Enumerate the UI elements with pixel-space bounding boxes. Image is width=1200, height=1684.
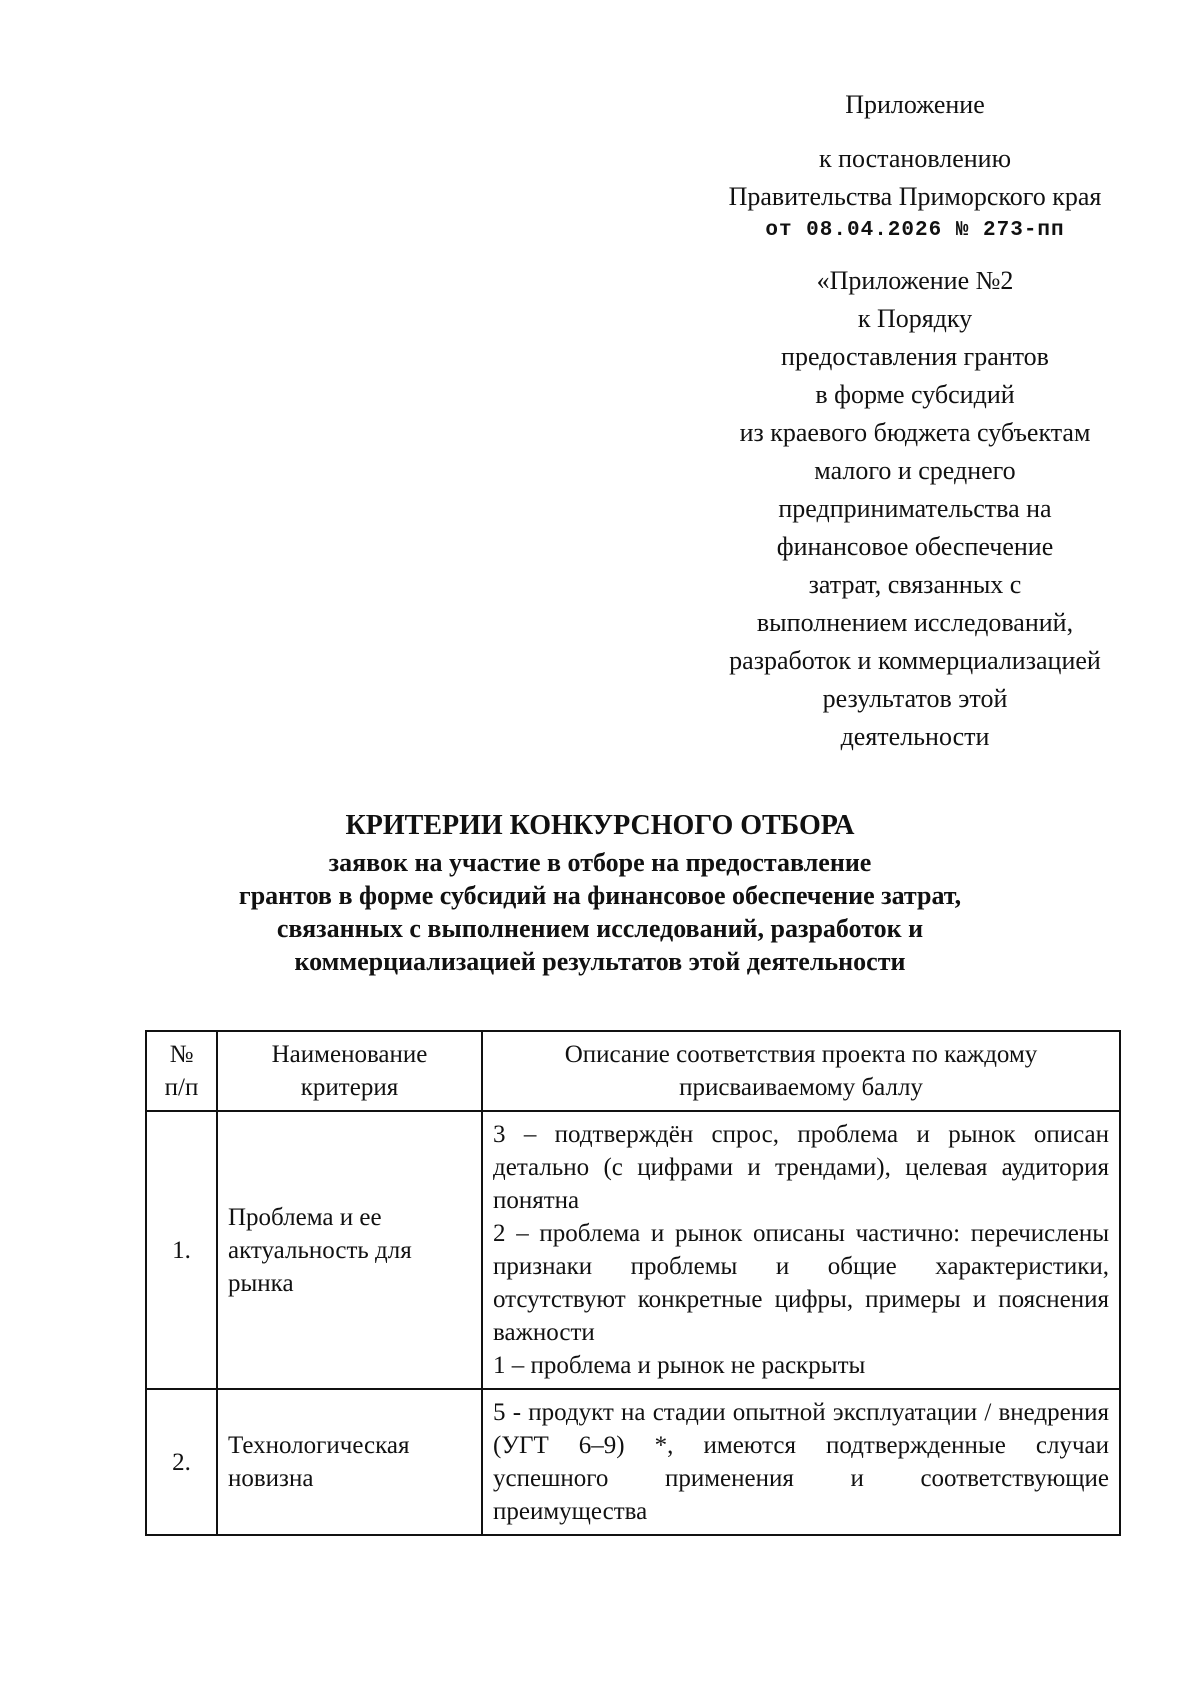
annex2-line: малого и среднего (814, 456, 1016, 485)
row-num: 2. (146, 1389, 217, 1535)
decree-line: Правительства Приморского края (728, 182, 1102, 211)
header-name (217, 1031, 482, 1111)
row-criterion-name: Проблема и ее актуальность для рынка (217, 1111, 482, 1389)
annex2-line: результатов этой (822, 684, 1008, 713)
score-line: 2 – проблема и рынок описаны частично: перечислены признаки проблемы и общие характеристики, отсутствуют конкретные цифры, примеры и пояснения важности (493, 1220, 1109, 1346)
annex-block (690, 86, 1140, 756)
annex-label: Приложение (845, 90, 985, 119)
header-desc-line: присваиваемому баллу (679, 1074, 923, 1101)
title-sub-line: заявок на участие в отборе на предоставление (328, 848, 872, 877)
annex2-line: предоставления грантов (781, 342, 1049, 371)
criteria-table (145, 1030, 1121, 1536)
annex2-line: деятельности (840, 722, 990, 751)
header-name-line: критерия (300, 1074, 399, 1101)
row-num: 1. (146, 1111, 217, 1389)
header-desc-line: Описание соответствия проекта по каждому (564, 1041, 1038, 1068)
annex2-line: предпринимательства на (778, 494, 1052, 523)
annex2-line: финансовое обеспечение (776, 532, 1054, 561)
annex2-line: разработок и коммерциализацией (729, 646, 1101, 675)
registration-stamp: от 08.04.2026 № 273-пп (765, 219, 1065, 242)
annex2-line: затрат, связанных с (808, 570, 1022, 599)
decree-line: к постановлению (818, 144, 1012, 173)
annex2-block (690, 262, 1140, 756)
title-sub-line: связанных с выполнением исследований, разработок и (276, 914, 924, 943)
row-criterion-name: Технологическая новизна (217, 1389, 482, 1535)
header-desc (482, 1031, 1120, 1111)
score-line: 3 – подтверждён спрос, проблема и рынок описан детально (с цифрами и трендами), целевая аудитория понятна (493, 1121, 1109, 1214)
annex2-line: «Приложение №2 (816, 266, 1014, 295)
table-row (146, 1111, 1120, 1389)
title-sub-line: коммерциализацией результатов этой деятельности (294, 947, 906, 976)
annex2-line: к Порядку (857, 304, 973, 333)
score-line: 5 - продукт на стадии опытной эксплуатации / внедрения (УГТ 6–9) *, имеются подтвержденные случаи успешного применения и соответствующие преимущества (493, 1399, 1109, 1525)
header-name-line: Наименование (271, 1041, 428, 1068)
annex2-line: выполнением исследований, (756, 608, 1074, 637)
row-description (482, 1111, 1120, 1389)
header-num-line: № (169, 1041, 194, 1068)
table-row (146, 1389, 1120, 1535)
row-description (482, 1389, 1120, 1535)
title-sub-line: грантов в форме субсидий на финансовое обеспечение затрат, (238, 881, 962, 910)
header-num (146, 1031, 217, 1111)
annex2-line: в форме субсидий (815, 380, 1015, 409)
annex2-line: из краевого бюджета субъектам (739, 418, 1091, 447)
score-line: 1 – проблема и рынок не раскрыты (493, 1352, 866, 1379)
header-num-line: п/п (164, 1074, 199, 1101)
title-main: КРИТЕРИИ КОНКУРСНОГО ОТБОРА (345, 810, 855, 841)
table-header-row (146, 1031, 1120, 1111)
document-title (0, 806, 1200, 978)
